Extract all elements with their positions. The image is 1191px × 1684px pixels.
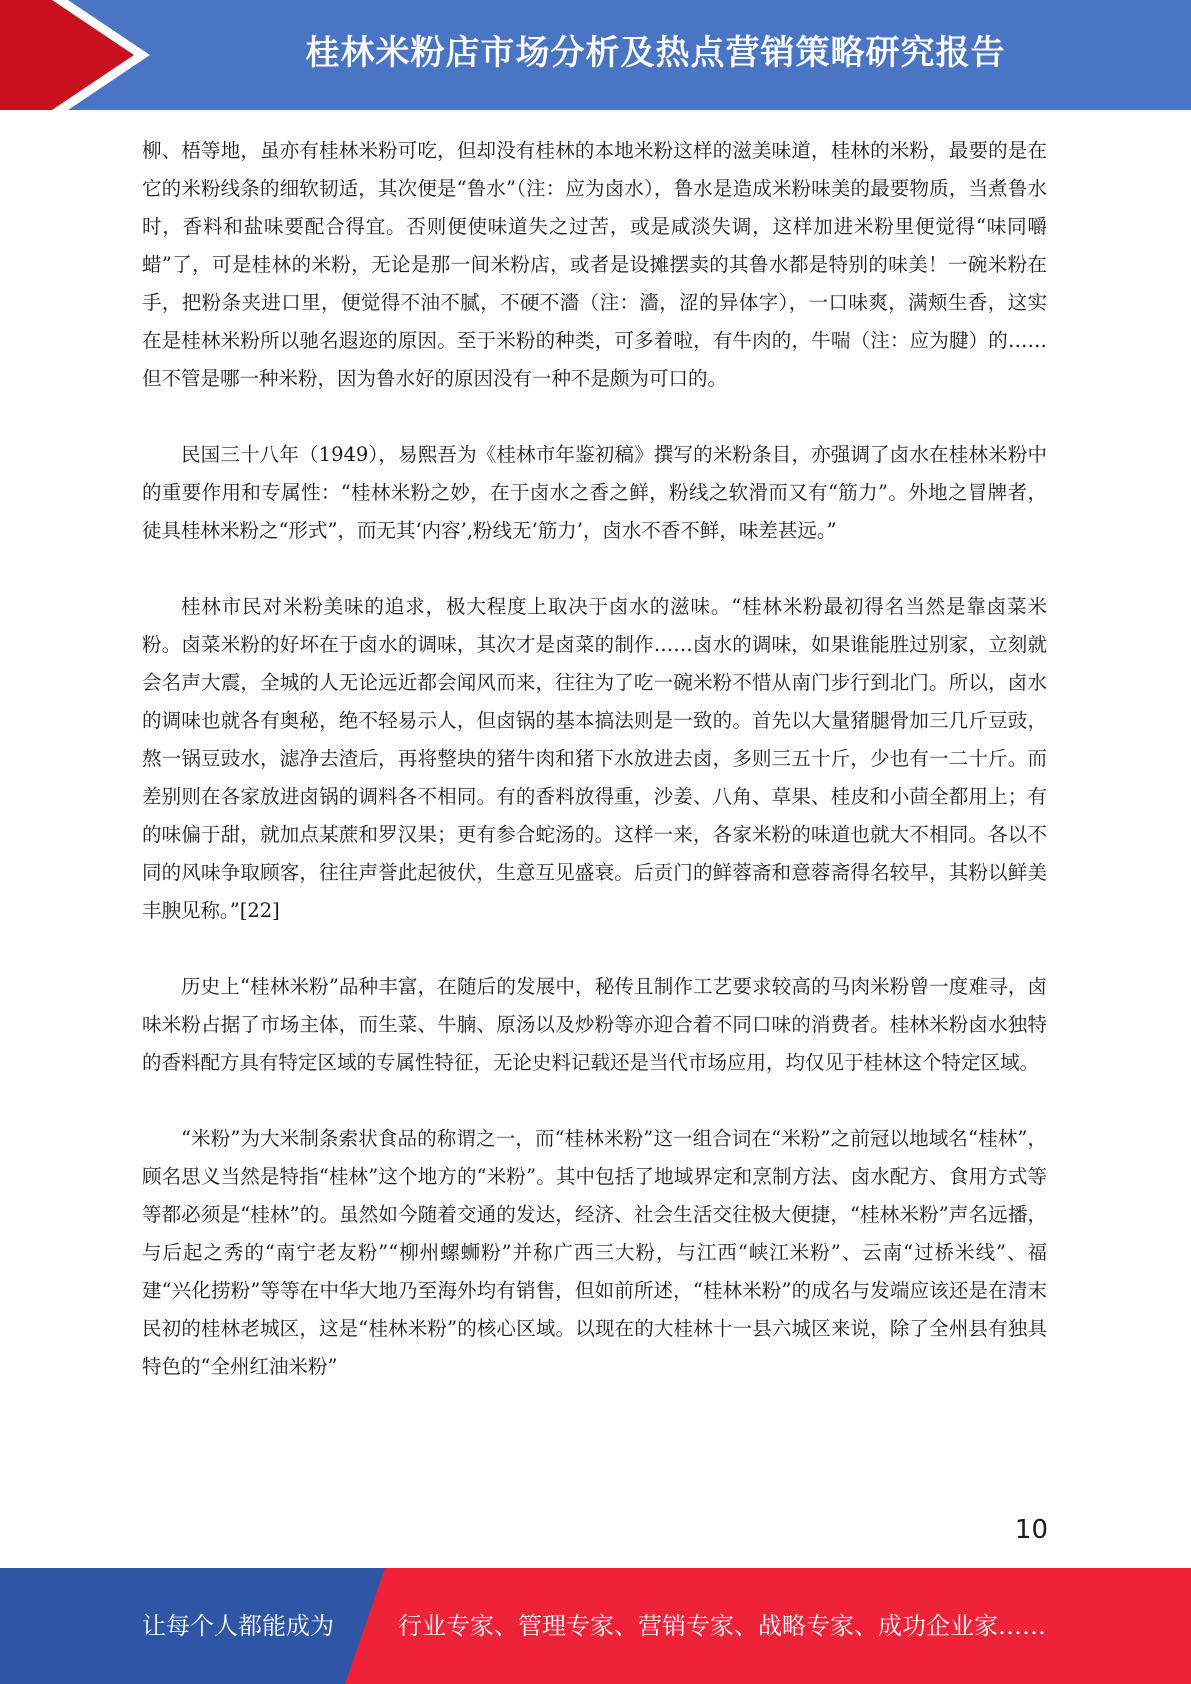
- paragraph: 历史上“桂林米粉”品种丰富，在随后的发展中，秘传且制作工艺要求较高的马肉米粉曾一度难寻，卤味米粉占据了市场主体，而生菜、牛腩、原汤以及炒粉等亦迎合着不同口味的消费者。桂林米粉卤水独特的香料配方具有特定区域的专属性特征，无论史料记载还是当代市场应用，均仅见于桂林这个特定区域。: [142, 975, 1047, 1074]
- paragraph-continued: 柳、梧等地，虽亦有桂林米粉可吃，但却没有桂林的本地米粉这样的滋美味道，桂林的米粉，最要的是在它的米粉线条的细软韧适，其次便是“鲁水”（注：应为卤水），鲁水是造成米粉味美的最要物质，当煮鲁水时，香料和盐味要配合得宜。否则便使味道失之过苦，或是咸淡失调，这样加进米粉里便觉得“味同嚼蜡”了，可是桂林的米粉，无论是那一间米粉店，或者是设摊摆卖的其鲁水都是特别的味美！一碗米粉在手，把粉条夹进口里，便觉得不油不腻，不硬不濇（注：濇，涩的异体字），一口味爽，满颊生香，这实在是桂林米粉所以驰名遐迩的原因。至于米粉的种类，可多着啦，有牛肉的，牛喘（注：应为腱）的……但不管是哪一种米粉，因为鲁水好的原因没有一种不是颇为可口的。: [142, 139, 1047, 390]
- page-number: 10: [1014, 1515, 1048, 1545]
- footer-banner: [0, 1568, 1191, 1684]
- footer-slogan-lead: 让每个人都能成为: [142, 1612, 334, 1640]
- footer-slogan-roles: 行业专家、管理专家、营销专家、战略专家、成功企业家……: [398, 1612, 1046, 1640]
- report-body: [142, 132, 1047, 1424]
- header-arrow-icon: [0, 0, 134, 110]
- paragraph: 桂林市民对米粉美味的追求，极大程度上取决于卤水的滋味。“桂林米粉最初得名当然是靠卤菜米粉。卤菜米粉的好坏在于卤水的调味，其次才是卤菜的制作……卤水的调味，如果谁能胜过别家，立刻就会名声大震，全城的人无论远近都会闻风而来，往往为了吃一碗米粉不惜从南门步行到北门。所以，卤水的调味也就各有奥秘，绝不轻易示人，但卤锅的基本搞法则是一致的。首先以大量猪腿骨加三几斤豆豉，熬一锅豆豉水，滤净去渣后，再将整块的猪牛肉和猪下水放进去卤，多则三五十斤，少也有一二十斤。而差别则在各家放进卤锅的调料各不相同。有的香料放得重，沙姜、八角、草果、桂皮和小茴全都用上；有的味偏于甜，就加点某蔗和罗汉果；更有参合蛇汤的。这样一来，各家米粉的味道也就大不相同。各以不同的风味争取顾客，往往声誉此起彼伏，生意互见盛衰。后贡门的鲜蓉斋和意蓉斋得名较早，其粉以鲜美丰腴见称。”[22]: [142, 595, 1047, 922]
- paragraph: “米粉”为大米制条索状食品的称谓之一，而“桂林米粉”这一组合词在“米粉”之前冠以地域名“桂林”，顾名思义当然是特指“桂林”这个地方的“米粉”。其中包括了地域界定和烹制方法、卤水配方、食用方式等等都必须是“桂林”的。虽然如今随着交通的发达，经济、社会生活交往极大便捷，“桂林米粉”声名远播，与后起之秀的“南宁老友粉”“柳州螺蛳粉”并称广西三大粉，与江西“峡江米粉”、云南“过桥米线”、福建“兴化捞粉”等等在中华大地乃至海外均有销售，但如前所述，“桂林米粉”的成名与发端应该还是在清末民初的桂林老城区，这是“桂林米粉”的核心区域。以现在的大桂林十一县六城区来说，除了全州县有独具特色的“全州红油米粉”: [142, 1127, 1047, 1378]
- report-title: 桂林米粉店市场分析及热点营销策略研究报告: [305, 33, 1006, 73]
- paragraph: 民国三十八年（1949），易熙吾为《桂林市年鉴初稿》撰写的米粉条目，亦强调了卤水在桂林米粉中的重要作用和专属性：“桂林米粉之妙，在于卤水之香之鲜，粉线之软滑而又有“筋力”。外地之冒牌者，徒具桂林米粉之“形式”，而无其‘内容’,粉线无‘筋力’，卤水不香不鲜，味差甚远。”: [142, 443, 1047, 542]
- header-banner: [0, 0, 1191, 110]
